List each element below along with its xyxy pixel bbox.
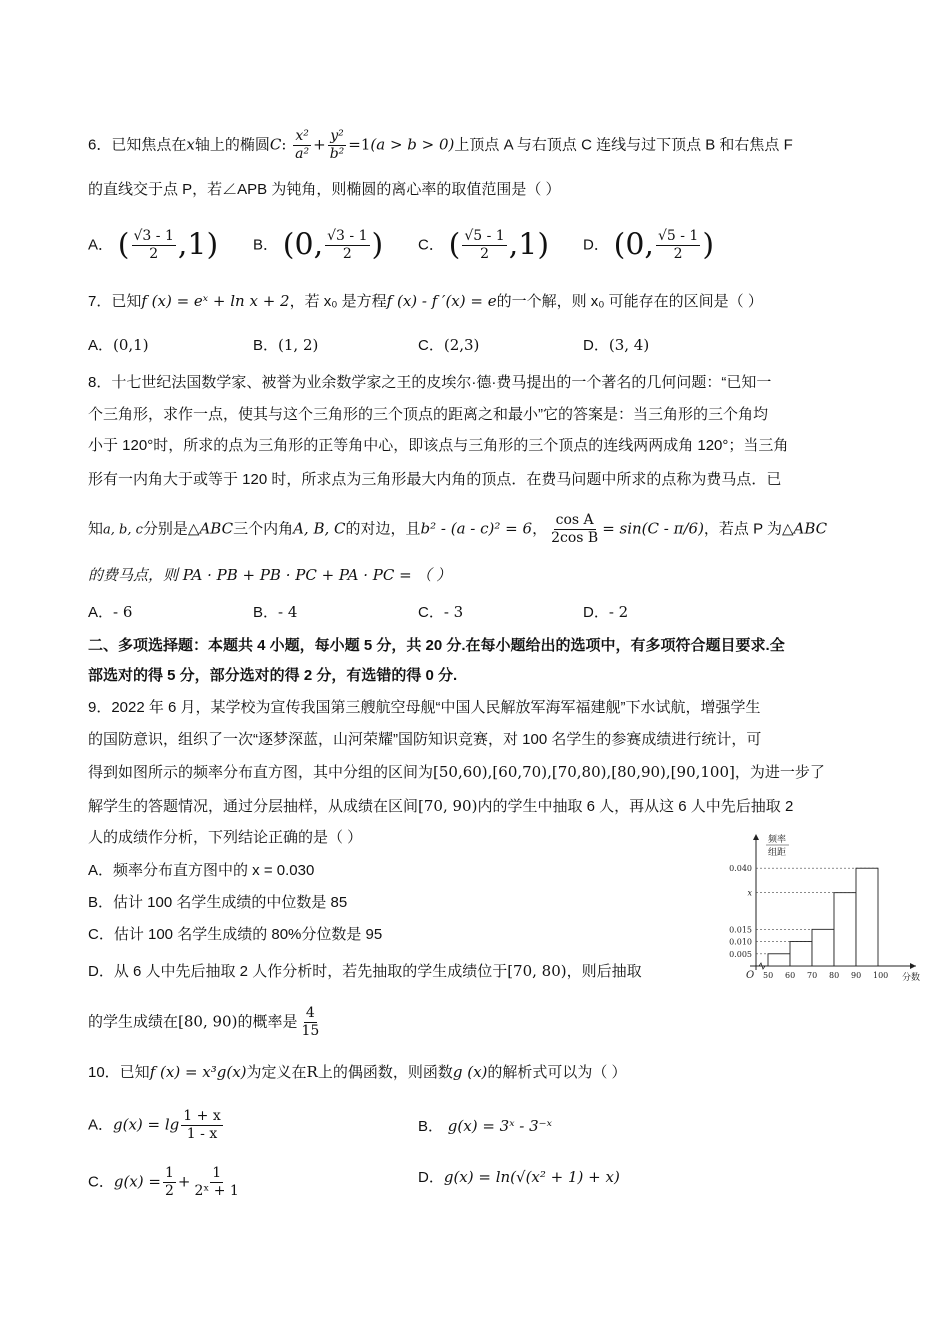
q7-option-a: A．(0,1) [88,336,149,354]
q8-line2: 个三角形，求作一点，使其与这个三角形的三个顶点的距离之和最小”它的答案是：当三角形的三个角均 [88,406,768,423]
x-axis-label: 分数 [902,973,921,983]
y-tick-label: x [747,888,752,898]
q7-stem: 7．已知f (x) = eˣ + ln x + 2，若 x₀ 是方程f (x) - f ′(x) = e的一个解，则 x₀ 可能存在的区间是（ ） [88,292,763,310]
section2-heading-line1: 二、多项选择题：本题共 4 小题，每小题 5 分，共 20 分.在每小题给出的选项中，有多项符合题目要求.全 [88,637,785,654]
q8-line5: 知a, b, c分别是△ABC三个内角A, B, C的对边，且b² - (a - c)² = 6， $\frac{\text{cos A}}{\text{2cos B}}$ = sin(C - π/6)，若点 P 为△ABC [88,512,828,546]
q10-option-b: B． g(x) = 3ˣ - 3⁻ˣ [418,1117,552,1135]
q6-option-b: B． (0, $\frac{√3 - 1}{2}$ ) [253,227,384,263]
q9-line1: 9．2022 年 6 月，某学校为宣传我国第三艘航空母舰“中国人民解放军海军福建舰”下水试航，增强学生 [88,699,761,716]
histogram-bar [856,868,878,966]
q8-line4: 形有一内角大于或等于 120 时，所求点为三角形最大内角的顶点．在费马问题中所求的点称为费马点．已 [88,471,782,488]
histogram-bar [812,929,834,966]
q6-line2: 的直线交于点 P，若∠APB 为钝角，则椭圆的离心率的取值范围是（ ） [88,181,561,198]
y-axis-arrow [753,834,759,840]
q10-option-a: A．g(x) = lg $\frac{1 + x}{1 - x}$ [88,1108,221,1142]
q9-option-a: A．频率分布直方图中的 x = 0.030 [88,862,315,879]
y-tick-label: 0.010 [729,937,752,947]
q8-option-a: A．- 6 [88,603,133,621]
x-tick-label: 60 [785,971,796,980]
x-axis-arrow [910,963,916,969]
q7-option-d: D．(3, 4) [583,336,650,354]
q7-option-b: B．(1, 2) [253,336,319,354]
x-tick-label: 70 [807,971,818,980]
q9-line3: 得到如图所示的频率分布直方图，其中分组的区间为[50,60),[60,70),[70,80),[80,90),[90,100]，为进一步了 [88,763,825,781]
y-axis-label-top: 频率 [768,835,787,845]
x-tick-label: 90 [851,971,862,980]
q8-line1: 8．十七世纪法国数学家、被誉为业余数学家之王的皮埃尔·德·费马提出的一个著名的几何问题：“已知一 [88,374,772,391]
q8-option-b: B．- 4 [253,603,298,621]
y-axis-label-bottom: 组距 [768,848,787,858]
q8-line3: 小于 120°时，所求的点为三角形的正等角中心，即该点与三角形的三个顶点的连线两两成角 120°；当三角 [88,437,789,454]
y-tick-label: 0.040 [729,864,752,874]
origin-label: O [746,970,755,981]
q9-option-d-line1: D．从 6 人中先后抽取 2 人作分析时，若先抽取的学生成绩位于[70, 80)，则后抽取 [88,962,642,980]
q9-option-d-line2: 的学生成绩在[80, 90)的概率是 $\frac{4}{15}$ [88,1005,320,1039]
q9-line4: 解学生的答题情况，通过分层抽样，从成绩在区间[70, 90)内的学生中抽取 6 人，再从这 6 人中先后抽取 2 [88,797,794,815]
q9-option-b: B．估计 100 名学生成绩的中位数是 85 [88,894,348,911]
histogram-bar [834,893,856,966]
y-tick-label: 0.005 [729,949,752,959]
frequency-histogram [716,828,931,990]
q10-option-c: C．g(x) = $\frac{1}{2}$ + $\frac{1}{\text{2ˣ + 1}}$ [88,1165,239,1199]
histogram-bar [768,954,790,966]
q8-option-d: D．- 2 [583,603,629,621]
x-tick-label: 50 [763,971,774,980]
q9-line2: 的国防意识，组织了一次“逐梦深蓝，山河荣耀”国防知识竞赛，对 100 名学生的参赛成绩进行统计，可 [88,731,762,748]
section2-heading-line2: 部选对的得 5 分，部分选对的得 2 分，有选错的得 0 分. [88,667,458,684]
histogram-bar [790,942,812,966]
q9-option-c: C．估计 100 名学生成绩的 80%分位数是 95 [88,926,383,943]
q10-stem: 10．已知f (x) = x³g(x)为定义在R上的偶函数，则函数g (x)的解析式可以为（ ） [88,1063,627,1081]
q6-option-d: D． (0, $\frac{√5 - 1}{2}$ ) [583,227,715,263]
q6-option-a: A． ( $\frac{√3 - 1}{2}$ ,1) [88,227,219,263]
q10-option-d: D．g(x) = ln(√(x² + 1) + x) [418,1168,620,1186]
y-tick-label: 0.015 [729,925,752,935]
x-tick-label: 80 [829,971,840,980]
x-tick-label: 100 [873,971,889,980]
q6-line1: 6．已知焦点在x轴上的椭圆C: $\frac{\text{x²}}{\text{a²}}$ + $\frac{\text{y²}}{\text{b²}}$ =1(a > b > 0)上顶点 A 与右顶点 C 连线与过下顶点 B 和右焦点 F [88,128,793,162]
q8-option-c: C．- 3 [418,603,464,621]
q7-option-c: C．(2,3) [418,336,480,354]
q8-line6: 的费马点，则 PA · PB + PB · PC + PA · PC = （ ） [88,566,452,584]
q6-option-c: C． ( $\frac{√5 - 1}{2}$ ,1) [418,227,550,263]
q9-line5: 人的成绩作分析，下列结论正确的是（ ） [88,829,363,846]
